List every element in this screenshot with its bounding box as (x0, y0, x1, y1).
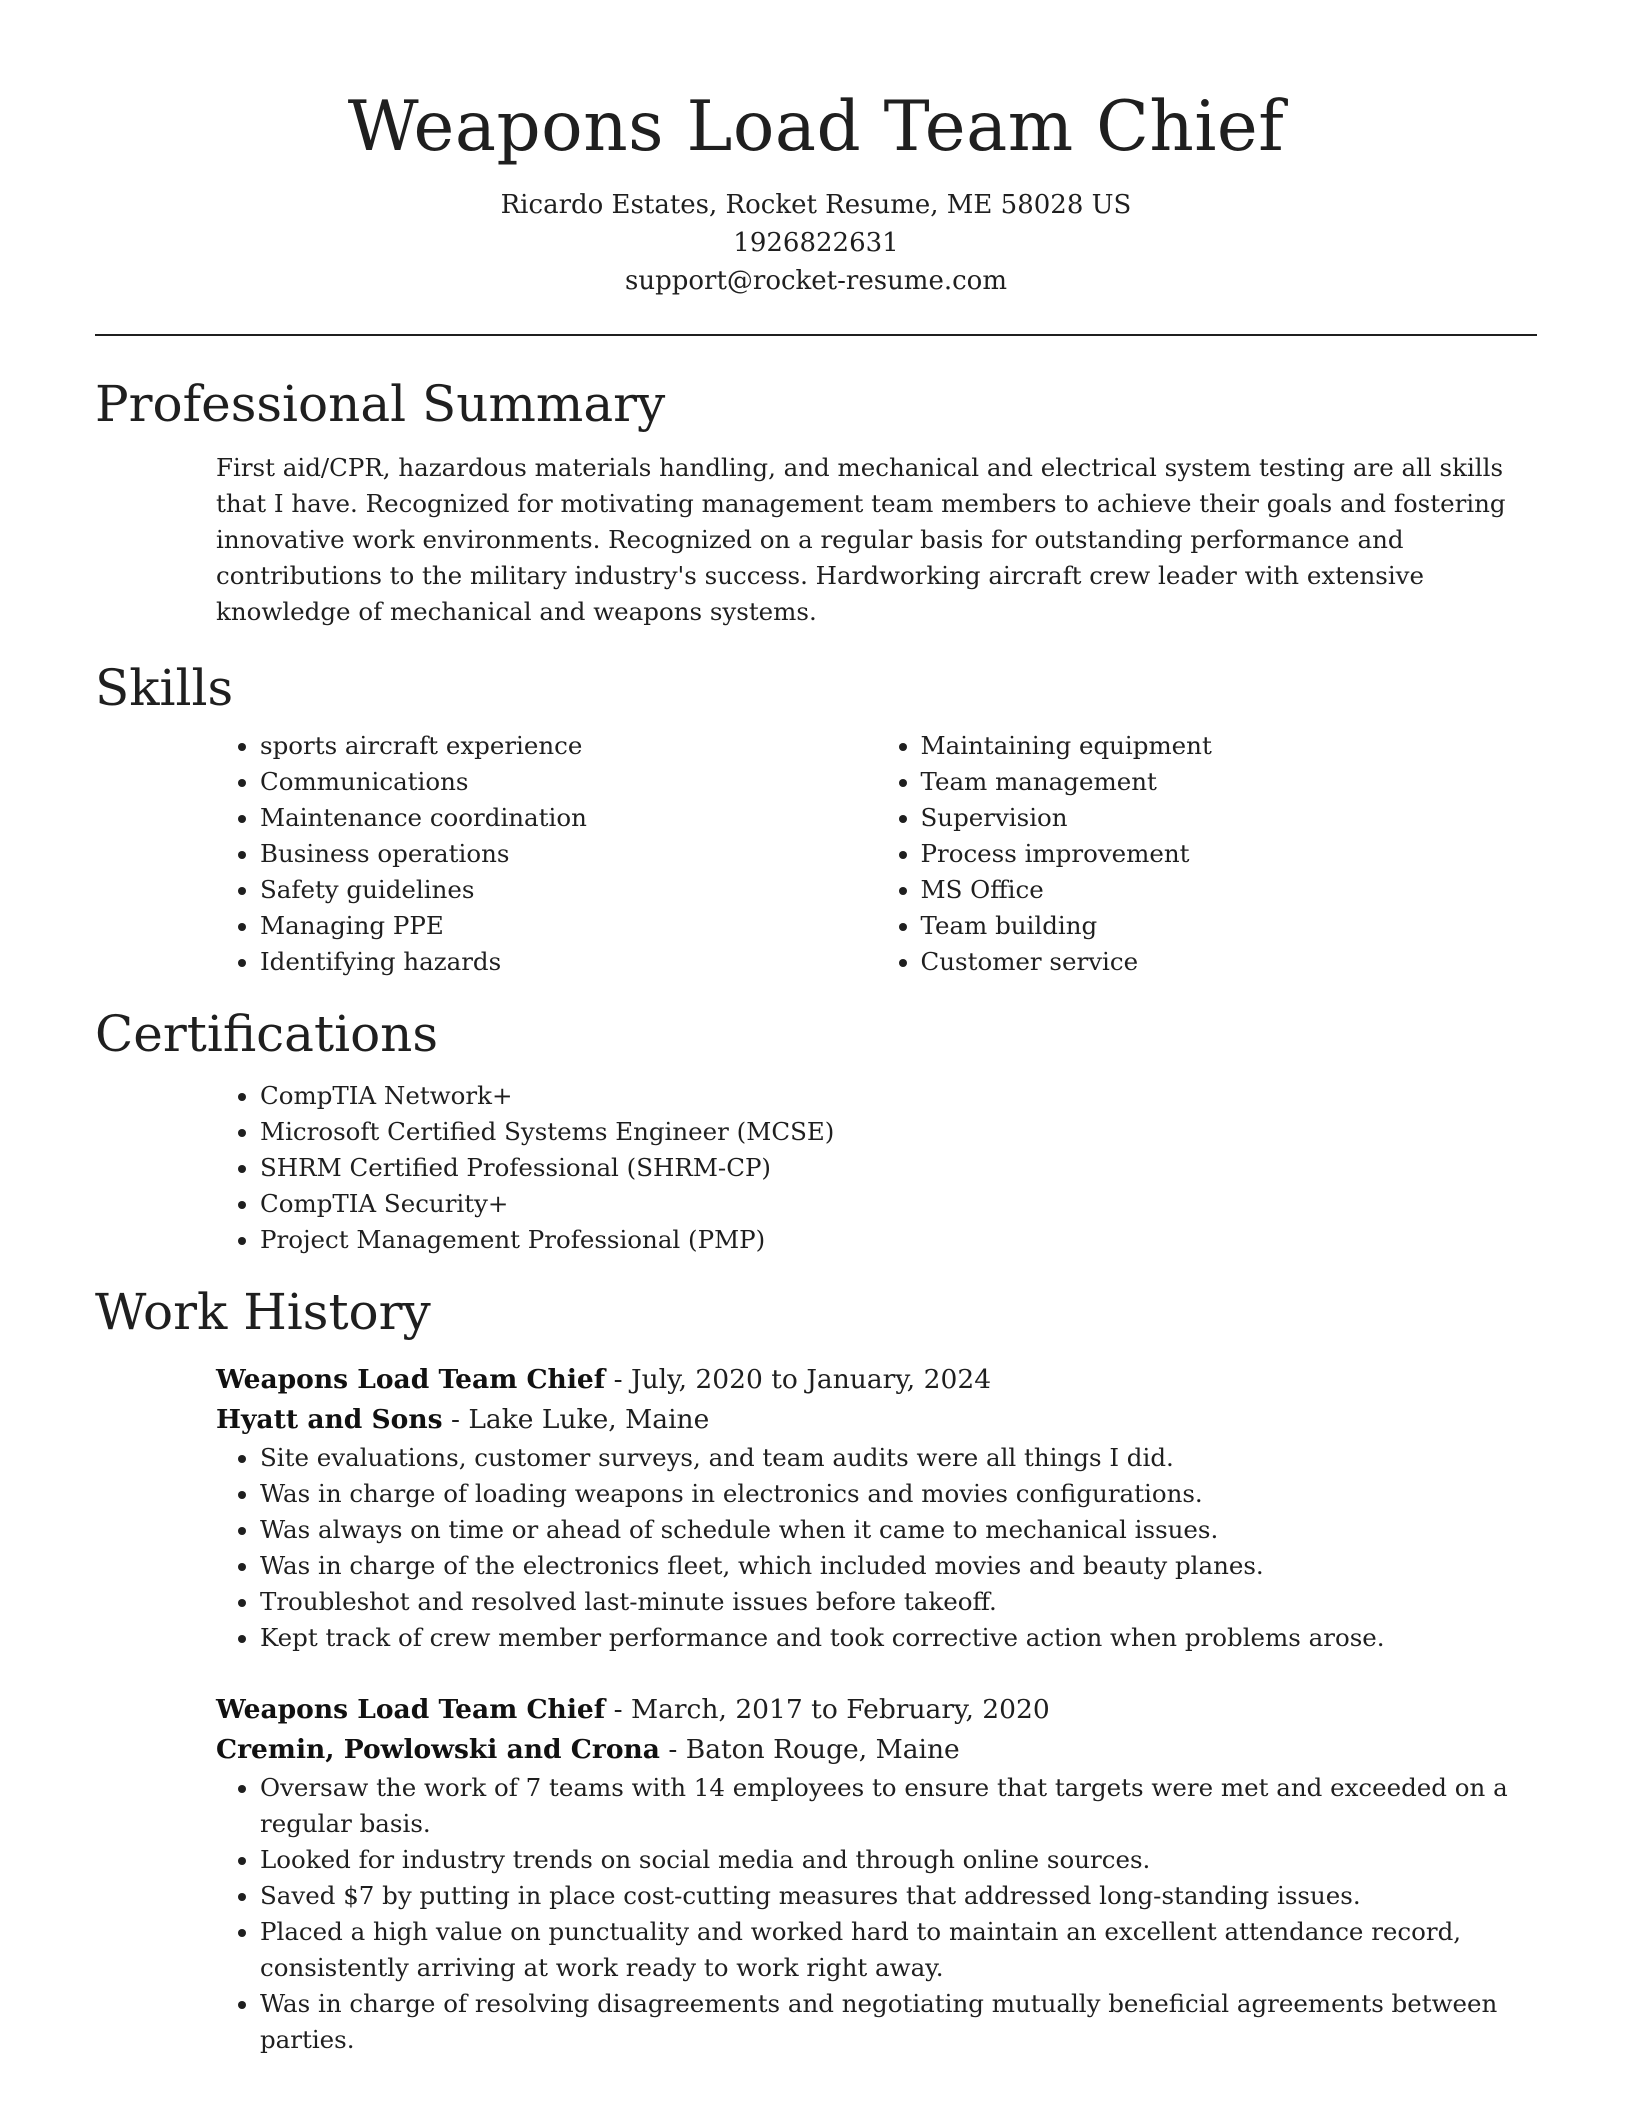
skill-item: • Team management (921, 764, 1538, 800)
contact-address: Ricardo Estates, Rocket Resume, ME 58028 US (500, 190, 1132, 220)
header-divider (95, 334, 1537, 336)
contact-block (95, 186, 1537, 300)
skills-list-right (877, 728, 1538, 980)
skill-item: • Identifying hazards (260, 944, 877, 980)
skill-item: • Customer service (921, 944, 1538, 980)
job-duty-item: • Troubleshot and resolved last-minute issues before takeoff. (260, 1584, 1537, 1620)
certification-item: • Project Management Professional (PMP) (260, 1222, 1537, 1258)
skills-list-left (216, 728, 877, 980)
skills-heading: Skills (95, 659, 234, 717)
job-company-line (216, 1400, 1537, 1440)
certifications-block (216, 1078, 1537, 1258)
work-history-heading: Work History (95, 1283, 431, 1341)
resume-title: Weapons Load Team Chief (347, 87, 1285, 167)
job-dates: - March, 2017 to February, 2020 (605, 1694, 1050, 1725)
summary-text: First aid/CPR, hazardous materials handling, and mechanical and electrical system testing are all skills that I have. Recognized for motivating management team members to achieve their goals and fostering innovative work environments. Recognized on a regular basis for outstanding performance and contributions to the military industry's success. Hardworking aircraft crew leader with extensive knowledge of mechanical and weapons systems. (216, 453, 1506, 626)
job-duty-item: • Was always on time or ahead of schedule when it came to mechanical issues. (260, 1512, 1537, 1548)
skill-item: • Business operations (260, 836, 877, 872)
skill-item: • Maintaining equipment (921, 728, 1538, 764)
job-entry-1 (216, 1360, 1537, 1656)
job-duty-item: • Was in charge of the electronics fleet, which included movies and beauty planes. (260, 1548, 1537, 1584)
job-location: - Lake Luke, Maine (442, 1404, 710, 1435)
job-entry-2 (216, 1690, 1537, 2058)
skill-item: • Managing PPE (260, 908, 877, 944)
job-duty-item: • Kept track of crew member performance and took corrective action when problems arose. (260, 1620, 1537, 1656)
job-title: Weapons Load Team Chief (216, 1694, 606, 1725)
contact-email: support@rocket-resume.com (624, 266, 1007, 296)
job-company: Hyatt and Sons (216, 1404, 443, 1435)
job-duty-item: • Was in charge of resolving disagreements and negotiating mutually beneficial agreements between parties. (260, 1986, 1537, 2058)
skill-item: • Maintenance coordination (260, 800, 877, 836)
certifications-list (216, 1078, 1537, 1258)
job-duty-item: • Looked for industry trends on social media and through online sources. (260, 1842, 1537, 1878)
job-duties-list (216, 1770, 1537, 2058)
job-location: - Baton Rouge, Maine (659, 1734, 960, 1765)
job-title-line (216, 1690, 1537, 1730)
job-company: Cremin, Powlowski and Crona (216, 1734, 660, 1765)
certifications-heading: Certifications (95, 1005, 439, 1063)
skill-item: • Team building (921, 908, 1538, 944)
job-title-line (216, 1360, 1537, 1400)
job-duties-list (216, 1440, 1537, 1656)
skill-item: • Safety guidelines (260, 872, 877, 908)
job-title: Weapons Load Team Chief (216, 1364, 606, 1395)
skill-item: • Supervision (921, 800, 1538, 836)
job-duty-item: • Oversaw the work of 7 teams with 14 employees to ensure that targets were met and exceeded on a regular basis. (260, 1770, 1537, 1842)
skill-item: • MS Office (921, 872, 1538, 908)
skills-columns (216, 728, 1537, 980)
certification-item: • CompTIA Network+ (260, 1078, 1537, 1114)
contact-phone: 1926822631 (733, 228, 899, 258)
job-duty-item: • Saved $7 by putting in place cost-cutting measures that addressed long-standing issues. (260, 1878, 1537, 1914)
job-duty-item: • Placed a high value on punctuality and worked hard to maintain an excellent attendance record, consistently arriving at work ready to work right away. (260, 1914, 1537, 1986)
job-dates: - July, 2020 to January, 2024 (605, 1364, 992, 1395)
skill-item: • Process improvement (921, 836, 1538, 872)
skill-item: • Communications (260, 764, 877, 800)
job-duty-item: • Was in charge of loading weapons in electronics and movies configurations. (260, 1476, 1537, 1512)
certification-item: • CompTIA Security+ (260, 1186, 1537, 1222)
job-duty-item: • Site evaluations, customer surveys, and team audits were all things I did. (260, 1440, 1537, 1476)
certification-item: • Microsoft Certified Systems Engineer (MCSE) (260, 1114, 1537, 1150)
skill-item: • sports aircraft experience (260, 728, 877, 764)
summary-heading: Professional Summary (95, 375, 666, 433)
job-company-line (216, 1730, 1537, 1770)
certification-item: • SHRM Certified Professional (SHRM-CP) (260, 1150, 1537, 1186)
